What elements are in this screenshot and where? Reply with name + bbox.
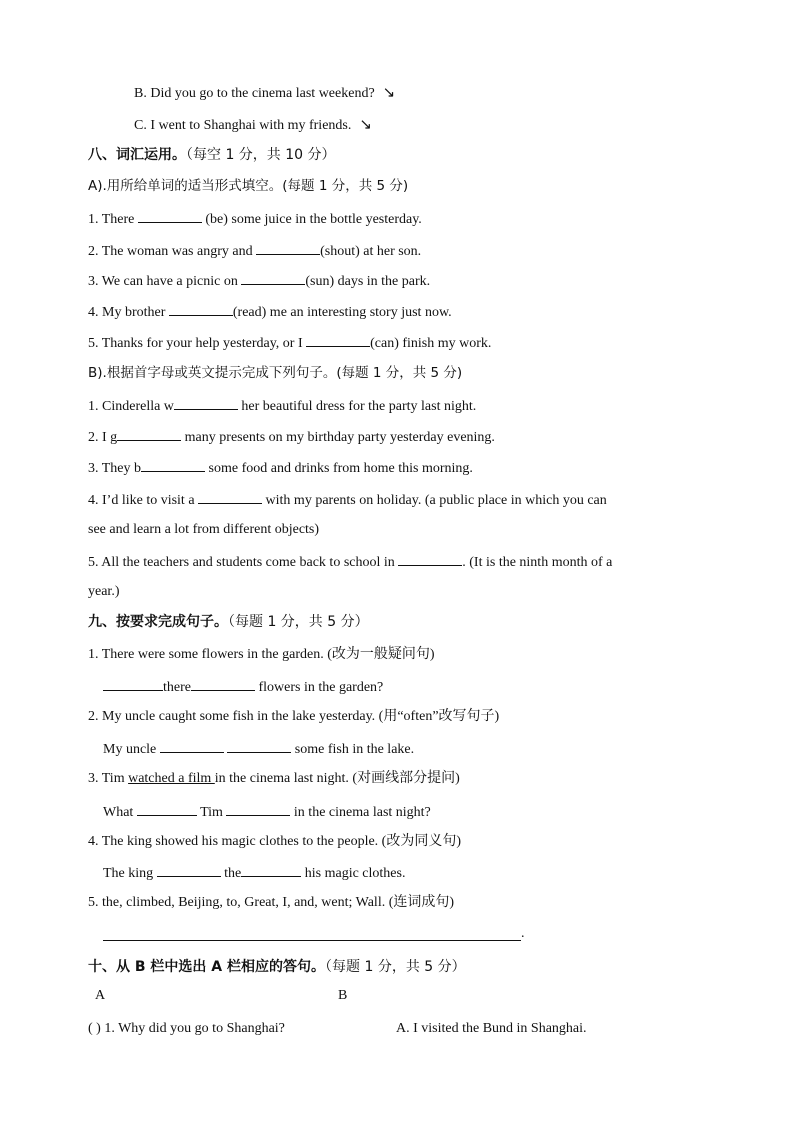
partA-item-2: 2. The woman was angry and (shout) at her son.	[88, 240, 421, 262]
answer-blank[interactable]	[103, 676, 163, 691]
option-c: C. I went to Shanghai with my friends. ↘	[134, 115, 372, 133]
answer-blank[interactable]	[398, 551, 462, 566]
section9-item-2-answer: My uncle some fish in the lake.	[103, 738, 414, 760]
answer-blank[interactable]	[241, 270, 305, 285]
section9-item-1: 1. There were some flowers in the garden. (改为一般疑问句)	[88, 647, 435, 662]
partB-item-1: 1. Cinderella w her beautiful dress for the party last night.	[88, 395, 476, 417]
answer-blank[interactable]	[169, 301, 233, 316]
partB-item-5-cont: year.)	[88, 584, 120, 599]
partB-item-5: 5. All the teachers and students come back to school in . (It is the ninth month of a	[88, 551, 612, 573]
section9-item-4: 4. The king showed his magic clothes to the people. (改为同义句)	[88, 834, 462, 849]
column-a-header: A	[95, 988, 106, 1003]
end-period: .	[521, 926, 525, 941]
arrow-down-right-icon: ↘	[359, 115, 372, 133]
section9-item-1-answer: there flowers in the garden?	[103, 676, 383, 698]
partB-item-4-cont: see and learn a lot from different objects)	[88, 522, 320, 537]
underlined-phrase: watched a film	[128, 771, 215, 786]
section9-item-3: 3. Tim watched a film in the cinema last night. (对画线部分提问)	[88, 771, 460, 786]
partA-item-4: 4. My brother (read) me an interesting story just now.	[88, 301, 452, 323]
answer-line[interactable]	[103, 940, 521, 941]
section9-item-5: 5. the, climbed, Beijing, to, Great, I, and, went; Wall. (连词成句)	[88, 895, 455, 910]
partA-item-3: 3. We can have a picnic on (sun) days in the park.	[88, 270, 430, 292]
option-b: B. Did you go to the cinema last weekend? ↘	[134, 83, 396, 101]
answer-blank[interactable]	[157, 862, 221, 877]
partB-item-2: 2. I g many presents on my birthday party yesterday evening.	[88, 426, 495, 448]
answer-blank[interactable]	[138, 208, 202, 223]
section8-heading: 八、词汇运用。（每空 1 分，共 10 分）	[88, 147, 336, 163]
answer-blank[interactable]	[137, 801, 197, 816]
answer-blank[interactable]	[198, 489, 262, 504]
section9-item-2: 2. My uncle caught some fish in the lake yesterday. (用“often”改写句子)	[88, 709, 500, 724]
partA-item-1: 1. There (be) some juice in the bottle yesterday.	[88, 208, 422, 230]
answer-blank[interactable]	[256, 240, 320, 255]
answer-blank[interactable]	[160, 738, 224, 753]
answer-blank[interactable]	[191, 676, 255, 691]
answer-blank[interactable]	[141, 457, 205, 472]
section9-heading: 九、按要求完成句子。（每题 1 分，共 5 分）	[88, 614, 369, 630]
answer-blank[interactable]	[174, 395, 238, 410]
answer-blank[interactable]	[117, 426, 181, 441]
partA-item-5: 5. Thanks for your help yesterday, or I (can) finish my work.	[88, 332, 491, 354]
section8-partB-title: B).根据首字母或英文提示完成下列句子。(每题 1 分，共 5 分)	[88, 365, 463, 381]
section10-option-a: A. I visited the Bund in Shanghai.	[396, 1021, 587, 1036]
partB-item-3: 3. They b some food and drinks from home this morning.	[88, 457, 473, 479]
section8-partA-title: A).用所给单词的适当形式填空。(每题 1 分，共 5 分)	[88, 178, 409, 194]
answer-blank[interactable]	[306, 332, 370, 347]
section9-item-3-answer: What Tim in the cinema last night?	[103, 801, 431, 823]
arrow-down-right-icon: ↘	[382, 83, 396, 101]
answer-blank[interactable]	[226, 801, 290, 816]
section9-item-4-answer: The king the his magic clothes.	[103, 862, 405, 884]
section10-item-1-question: ( ) 1. Why did you go to Shanghai?	[88, 1021, 285, 1036]
section10-heading: 十、从 B 栏中选出 A 栏相应的答句。（每题 1 分，共 5 分）	[88, 959, 466, 975]
answer-blank[interactable]	[227, 738, 291, 753]
answer-blank[interactable]	[241, 862, 301, 877]
column-b-header: B	[338, 988, 348, 1003]
partB-item-4: 4. I’d like to visit a with my parents on holiday. (a public place in which you can	[88, 489, 607, 511]
